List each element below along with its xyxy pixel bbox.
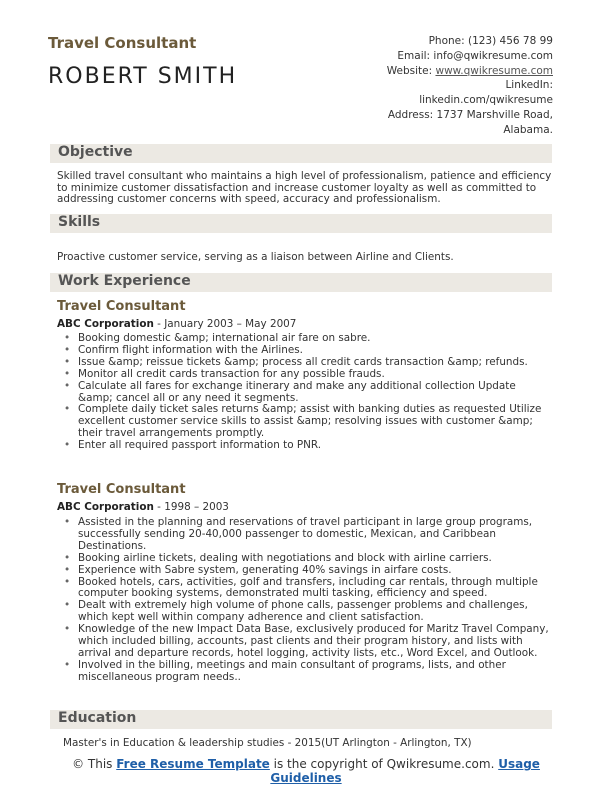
objective-text: Skilled travel consultant who maintains a high level of professionalism, patience and efficiency to minimize customer dissatisfaction and increase customer loyalty as well as committed to addressing customer concerns with speed, accuracy and professionalism.: [57, 170, 552, 206]
duty-item: • Experience with Sabre system, generating 40% savings in airfare costs.: [62, 565, 552, 577]
resume-name: ROBERT SMITH: [48, 64, 238, 89]
job-company-line-1: [57, 318, 296, 330]
resume-job-title: Travel Consultant: [48, 34, 197, 52]
job-company-2: ABC Corporation: [57, 501, 154, 513]
duty-item: • Knowledge of the new Impact Data Base, exclusively produced for Maritz Travel Company, which included billing, accounts, past clients and their program history, and lists with arrival and departure records, hotel logging, activity lists, etc., Word Excel, and Outlook.: [62, 624, 552, 660]
free-resume-template-link[interactable]: Free Resume Template: [116, 757, 270, 771]
job-title-2: Travel Consultant: [57, 482, 186, 497]
duty-item: • Confirm flight information with the Airlines.: [62, 345, 552, 357]
duty-item: • Calculate all fares for exchange itinerary and make any additional collection Update &amp; cancel all or any need it segments.: [62, 381, 552, 405]
duty-item: • Assisted in the planning and reservations of travel participant in large group programs, successfully sending 20-40,000 passenger to domestic, Mexican, and Caribbean Destinations.: [62, 517, 552, 553]
footer-middle: is the copyright of Qwikresume.com.: [269, 757, 499, 771]
work-experience-section-header: [50, 273, 552, 292]
contact-linkedin-label: LinkedIn:: [505, 79, 553, 92]
job-duties-2: [62, 517, 552, 684]
contact-address-line2: Alabama.: [503, 123, 553, 136]
usage-guidelines-link-part1[interactable]: Usage: [498, 757, 540, 771]
duty-item: • Issue &amp; reissue tickets &amp; process all credit cards transaction &amp; refunds.: [62, 357, 552, 369]
job-company-line-2: [57, 501, 229, 513]
skills-section-header: [50, 214, 552, 233]
job-title-1: Travel Consultant: [57, 299, 186, 314]
usage-guidelines-link-part2[interactable]: Guidelines: [270, 771, 342, 785]
skills-heading: Skills: [58, 214, 101, 230]
contact-linkedin-value: linkedin.com/qwikresume: [419, 94, 553, 107]
duty-item: • Monitor all credit cards transaction for any possible frauds.: [62, 369, 552, 381]
job-company-1: ABC Corporation: [57, 318, 154, 330]
contact-email: Email: info@qwikresume.com: [397, 49, 553, 62]
job-duties-1: [62, 333, 552, 452]
duty-item: • Booking airline tickets, dealing with negotiations and block with airline carriers.: [62, 553, 552, 565]
website-link[interactable]: www.qwikresume.com: [435, 64, 553, 77]
duty-item: • Booking domestic &amp; international air fare on sabre.: [62, 333, 552, 345]
skills-text: Proactive customer service, serving as a liaison between Airline and Clients.: [57, 251, 454, 263]
education-text: Master's in Education & leadership studies - 2015(UT Arlington - Arlington, TX): [63, 737, 472, 749]
work-experience-heading: Work Experience: [58, 273, 191, 289]
contact-address-line1: Address: 1737 Marshville Road,: [387, 108, 553, 121]
education-section-header: [50, 710, 552, 729]
duty-item: • Enter all required passport information to PNR.: [62, 440, 552, 452]
objective-section-header: [50, 144, 552, 163]
contact-website: [313, 64, 553, 79]
duty-item: • Booked hotels, cars, activities, golf and transfers, including car rentals, through multiple computer booking systems, demonstrated multi tasking, efficiency and speed.: [62, 577, 552, 601]
job-dates-1: - January 2003 – May 2007: [153, 318, 297, 330]
objective-heading: Objective: [58, 144, 133, 160]
contact-phone: Phone: (123) 456 78 99: [428, 35, 553, 47]
duty-item: • Involved in the billing, meetings and main consultant of programs, lists, and other miscellaneous program needs..: [62, 660, 552, 684]
job-dates-2: - 1998 – 2003: [153, 501, 229, 513]
duty-item: • Dealt with extremely high volume of phone calls, passenger problems and challenges, which kept well within company adherence and client satisfaction.: [62, 600, 552, 624]
contact-block: [313, 34, 553, 138]
education-heading: Education: [58, 710, 137, 726]
footer-prefix: © This: [72, 757, 117, 771]
copyright-footer: [0, 757, 612, 785]
duty-item: • Complete daily ticket sales returns &amp; assist with banking duties as requested Utilize excellent customer service skills to assist &amp; resolving issues with customer &amp; their travel arrangements promptly.: [62, 404, 552, 440]
website-label: Website:: [386, 64, 436, 77]
resume-header: [48, 34, 553, 136]
